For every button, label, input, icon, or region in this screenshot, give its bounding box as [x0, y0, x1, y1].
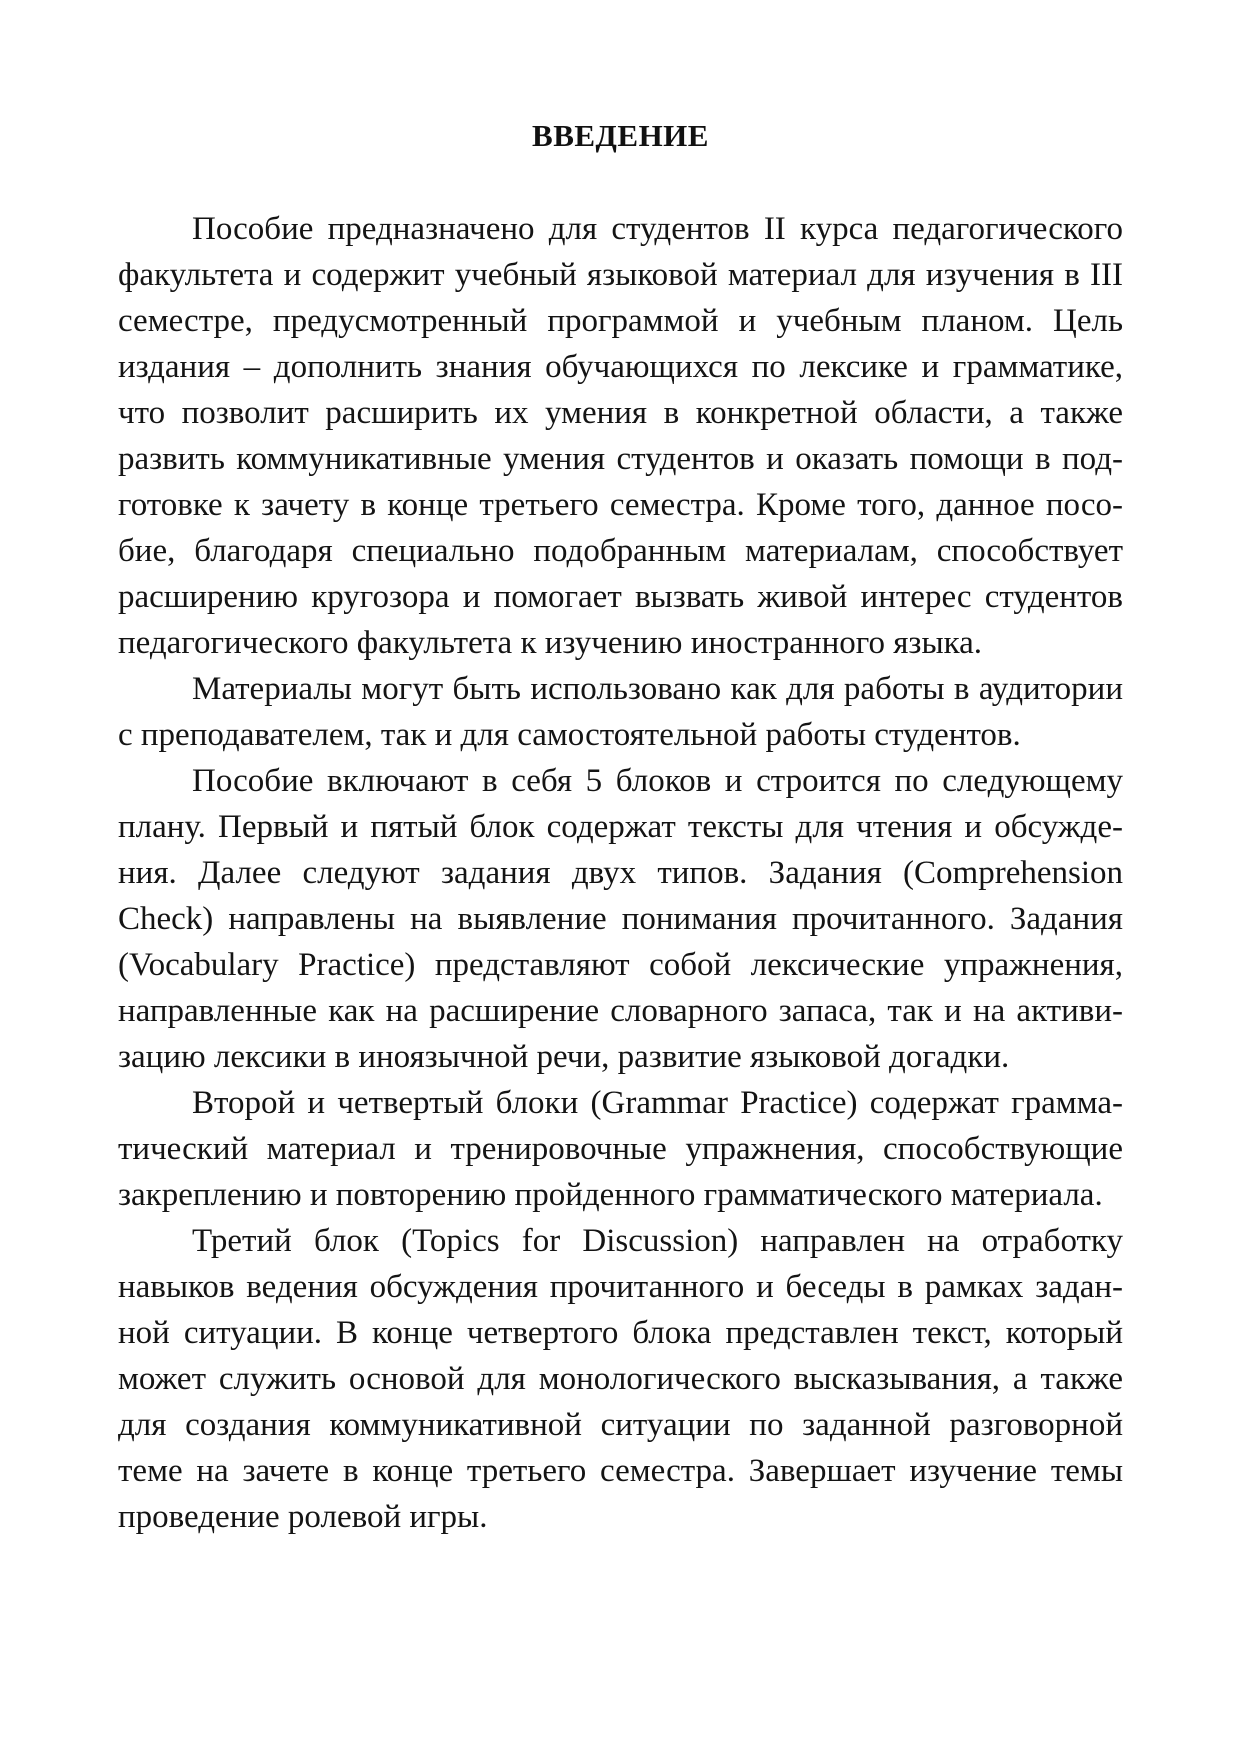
paragraph-grammar-blocks: Второй и четвертый блоки (Grammar Practice) содержат грамматический материал и тренировочные упражнения, способствующие закреплению и повторению пройденного грамматического материала.	[118, 1085, 1123, 1213]
body-text	[118, 206, 1123, 1540]
paragraph-purpose: Пособие предназначено для студентов II курса педагогического факультета и содержит учебный языковой материал для изучения в III семестре, предусмотренный программой и учебным планом. Цель издания – дополнить знания обучающихся по лексике и грамматике, что позволит расширить их умения в конкретной области, а также развить коммуникативные умения студентов и оказать помощи в подготовке к зачету в конце третьего семестра. Кроме того, данное пособие, благодаря специально подобранным материалам, способствует расширению кругозора и помогает вызвать живой интерес студентов педагогического факультета к изучению иностранного языка.	[118, 211, 1123, 661]
paragraph-usage: Материалы могут быть использовано как для работы в аудитории с преподавателем, так и для самостоятельной работы студентов.	[118, 671, 1123, 753]
paragraph-structure: Пособие включают в себя 5 блоков и строится по следующему плану. Первый и пятый блок содержат тексты для чтения и обсуждения. Далее следуют задания двух типов. Задания (Comprehension Check) направлены на выявление понимания прочитанного. Задания (Vocabulary Practice) представляют собой лексические упражнения, направленные как на расширение словарного запаса, так и на активизацию лексики в иноязычной речи, развитие языковой догадки.	[118, 763, 1123, 1075]
paragraph-discussion-block: Третий блок (Topics for Discussion) направлен на отработку навыков ведения обсуждения прочитанного и беседы в рамках заданной ситуации. В конце четвертого блока представлен текст, который может служить основой для монологического высказывания, а также для создания коммуникативной ситуации по заданной разговорной теме на зачете в конце третьего семестра. Завершает изучение темы проведение ролевой игры.	[118, 1223, 1123, 1535]
page-title: ВВЕДЕНИЕ	[532, 118, 709, 153]
